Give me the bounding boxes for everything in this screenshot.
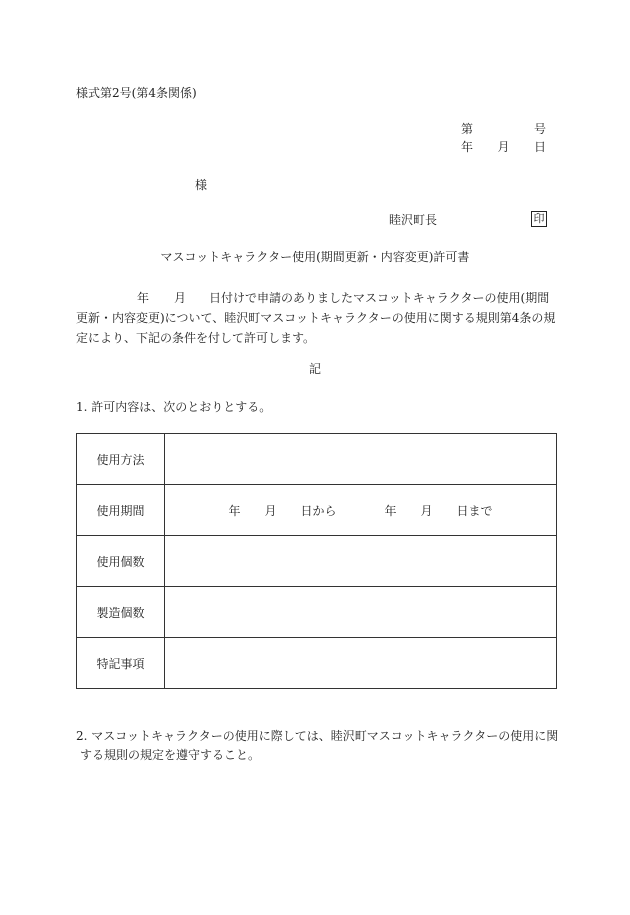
issuer-name: 睦沢町長: [389, 213, 438, 227]
usage-period-cell: [165, 485, 557, 536]
row-label-special-notes: 特記事項: [77, 638, 165, 689]
body-year: 年: [137, 291, 150, 305]
body-text: 日付けで申請のありましたマスコットキャラクターの使用(期間更新・内容変更)について、睦沢町マスコットキャラクターの使用に関する規則第4条の規定により、下記の条件を付して許可します。: [76, 291, 556, 345]
date-month: 月: [497, 140, 510, 154]
usage-method-cell: [165, 434, 557, 485]
form-number: 様式第2号(第4条関係): [76, 86, 197, 100]
period-to-year: 年: [384, 503, 397, 518]
row-label-usage-method: 使用方法: [77, 434, 165, 485]
special-notes-cell: [165, 638, 557, 689]
item-2-line-1: 2. マスコットキャラクターの使用に際しては、睦沢町マスコットキャラクターの使用に関: [76, 729, 559, 743]
row-label-usage-period: 使用期間: [77, 485, 165, 536]
date-year: 年: [461, 140, 474, 154]
seal-mark: 印: [531, 211, 547, 227]
row-label-usage-count: 使用個数: [77, 536, 165, 587]
permit-table: [76, 433, 557, 689]
period-from-year: 年: [228, 503, 241, 518]
table-row: [77, 536, 557, 587]
number-prefix: 第: [461, 122, 474, 136]
body-paragraph: [76, 288, 560, 348]
usage-count-cell: [165, 536, 557, 587]
period-to-month: 月: [420, 503, 433, 518]
body-month: 月: [174, 291, 187, 305]
production-count-cell: [165, 587, 557, 638]
document-number-line: [461, 122, 546, 136]
period-to-day: 日まで: [456, 503, 493, 518]
document-title: マスコットキャラクター使用(期間更新・内容変更)許可書: [160, 250, 470, 264]
item-2-line-2: する規則の規定を遵守すること。: [80, 748, 261, 762]
row-label-production-count: 製造個数: [77, 587, 165, 638]
item-2: [76, 727, 560, 765]
table-row: [77, 587, 557, 638]
table-row: [77, 434, 557, 485]
date-day: 日: [533, 140, 546, 154]
number-suffix: 号: [533, 122, 546, 136]
usage-period-range: [165, 502, 556, 519]
item-1: 1. 許可内容は、次のとおりとする。: [76, 400, 272, 414]
period-from-month: 月: [264, 503, 277, 518]
issue-date-line: [461, 140, 546, 154]
period-from-day: 日から: [300, 503, 337, 518]
table-row: [77, 485, 557, 536]
ki-heading: 記: [308, 362, 321, 376]
table-row: [77, 638, 557, 689]
addressee-honorific: 様: [195, 178, 208, 192]
